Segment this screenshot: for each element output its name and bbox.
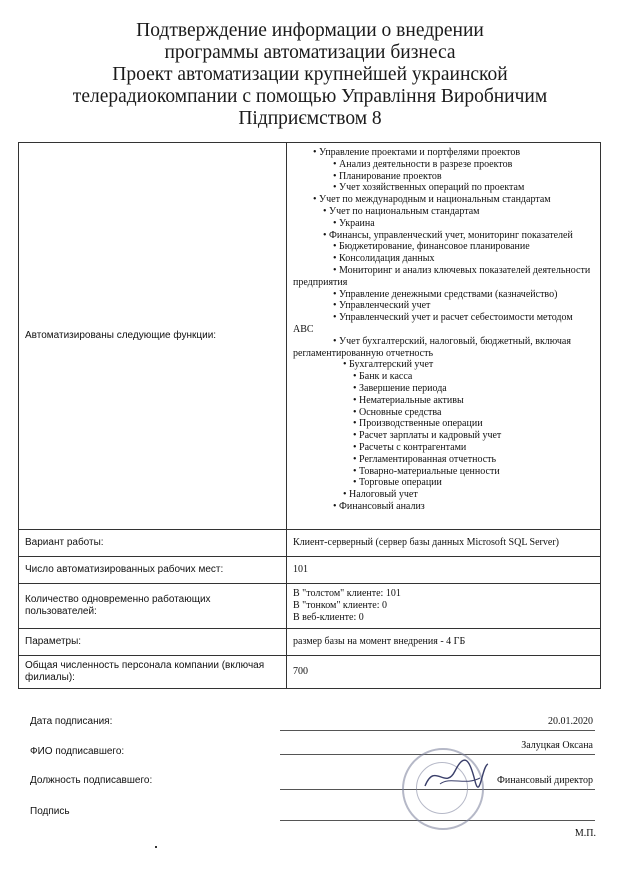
- table-row-variant: [19, 530, 601, 557]
- workplaces-label: Число автоматизированных рабочих мест:: [19, 557, 287, 584]
- list-item: • Нематериальные активы: [293, 395, 594, 407]
- list-item: • Расчеты с контрагентами: [293, 442, 594, 454]
- table-row-workplaces: [19, 557, 601, 584]
- params-value: размер базы на момент внедрения - 4 ГБ: [287, 629, 601, 656]
- list-item: • Бухгалтерский учет: [293, 359, 594, 371]
- list-item: • Управленческий учет: [293, 300, 594, 312]
- list-item: • Торговые операции: [293, 477, 594, 489]
- params-label: Параметры:: [19, 629, 287, 656]
- list-item: • Планирование проектов: [293, 171, 594, 183]
- title-line: Проект автоматизации крупнейшей украинской: [112, 64, 508, 85]
- concurrent-web: В веб-клиенте: 0: [293, 612, 364, 623]
- name-label: ФИО подписавшего:: [30, 746, 125, 757]
- staff-value: 700: [287, 656, 601, 689]
- table-row-functions: [19, 143, 601, 530]
- title-line: Подтверждение информации о внедрении: [136, 20, 484, 41]
- handwritten-signature-icon: [420, 756, 490, 796]
- stamp-mark: М.П.: [574, 828, 596, 839]
- date-value: 20.01.2020: [548, 716, 593, 727]
- list-item: • Товарно-материальные ценности: [293, 466, 594, 478]
- concurrent-thin: В "тонком" клиенте: 0: [293, 600, 387, 611]
- date-label: Дата подписания:: [30, 716, 113, 727]
- functions-label: Автоматизированы следующие функции:: [19, 143, 287, 530]
- list-item: • Расчет зарплаты и кадровый учет: [293, 430, 594, 442]
- list-item: • Учет по национальным стандартам: [293, 206, 594, 218]
- list-item: • Мониторинг и анализ ключевых показателей деятельности предприятия: [293, 265, 594, 289]
- list-item: • Учет по международным и национальным стандартам: [293, 194, 594, 206]
- variant-value: Клиент-серверный (сервер базы данных Microsoft SQL Server): [287, 530, 601, 557]
- name-value: Залуцкая Оксана: [521, 740, 593, 751]
- staff-label: Общая численность персонала компании (включая филиалы):: [19, 656, 287, 689]
- table-row-params: [19, 629, 601, 656]
- title-line: программы автоматизации бизнеса: [164, 42, 456, 63]
- list-item: • Производственные операции: [293, 418, 594, 430]
- list-item: • Регламентированная отчетность: [293, 454, 594, 466]
- list-item: • Завершение периода: [293, 383, 594, 395]
- list-item: • Управление проектами и портфелями проектов: [293, 147, 594, 159]
- date-line: [280, 730, 595, 731]
- concurrent-thick: В "толстом" клиенте: 101: [293, 588, 401, 599]
- list-item: • Налоговый учет: [293, 489, 594, 501]
- list-item: • Основные средства: [293, 407, 594, 419]
- table-row-concurrent: [19, 584, 601, 629]
- list-item: • Учет бухгалтерский, налоговый, бюджетный, включая регламентированную отчетность: [293, 336, 594, 360]
- list-item: • Финансы, управленческий учет, мониторинг показателей: [293, 230, 594, 242]
- document-title: [60, 20, 560, 130]
- concurrent-values: [287, 584, 601, 629]
- sign-label: Подпись: [30, 806, 70, 817]
- table-row-staff: [19, 656, 601, 689]
- title-line: Підприємством 8: [238, 108, 382, 129]
- variant-label: Вариант работы:: [19, 530, 287, 557]
- title-line: телерадиокомпании с помощью Управління Виробничим: [72, 86, 548, 107]
- scan-dot: [155, 846, 157, 848]
- list-item: • Банк и касса: [293, 371, 594, 383]
- workplaces-value: 101: [287, 557, 601, 584]
- list-item: • Финансовый анализ: [293, 501, 594, 513]
- list-item: • Украина: [293, 218, 594, 230]
- list-item: • Управление денежными средствами (казначейство): [293, 289, 594, 301]
- info-table: [18, 142, 601, 689]
- list-item: • Управленческий учет и расчет себестоимости методом ABC: [293, 312, 594, 336]
- list-item: • Бюджетирование, финансовое планирование: [293, 241, 594, 253]
- functions-list: [287, 143, 601, 530]
- concurrent-label: Количество одновременно работающих пользователей:: [19, 584, 287, 629]
- list-item: • Консолидация данных: [293, 253, 594, 265]
- position-label: Должность подписавшего:: [30, 775, 153, 786]
- list-item: • Учет хозяйственных операций по проектам: [293, 182, 594, 194]
- list-item: • Анализ деятельности в разрезе проектов: [293, 159, 594, 171]
- position-value: Финансовый директор: [497, 775, 593, 786]
